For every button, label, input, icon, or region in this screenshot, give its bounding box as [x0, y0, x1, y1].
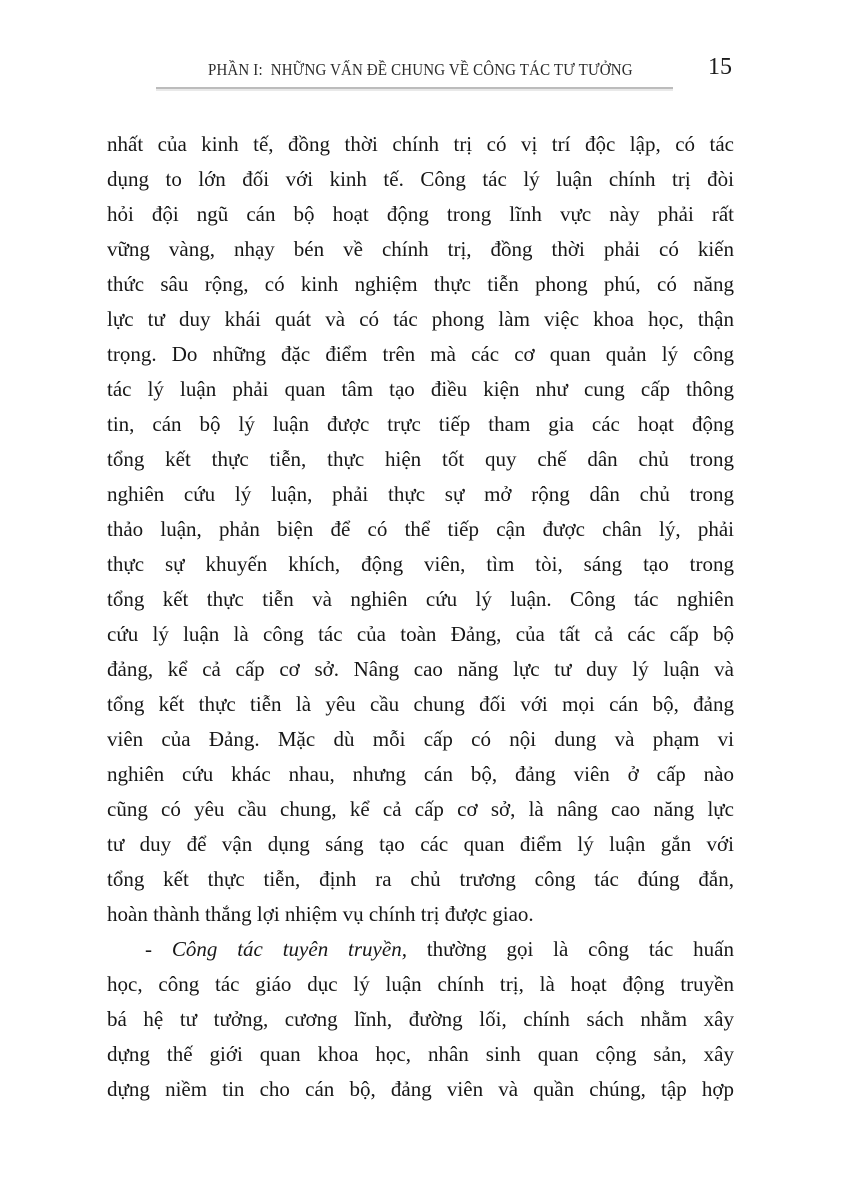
text-line: bá hệ tư tưởng, cương lĩnh, đường lối, chính sách nhằm xây [107, 1007, 734, 1031]
text-line: viên của Đảng. Mặc dù mỗi cấp có nội dung và phạm vi [107, 727, 734, 751]
paragraph-lead-rest: thường gọi là công tác huấn [426, 937, 734, 961]
text-line: học, công tác giáo dục lý luận chính trị, là hoạt động truyền [107, 972, 734, 996]
text-line: nghiên cứu lý luận, phải thực sự mở rộng dân chủ trong [107, 482, 734, 506]
text-line: tin, cán bộ lý luận được trực tiếp tham gia các hoạt động [107, 412, 734, 436]
header-rule [156, 87, 673, 91]
running-head [107, 60, 734, 80]
text-line: đảng, kể cả cấp cơ sở. Nâng cao năng lực tư duy lý luận và [107, 657, 734, 681]
text-line: cứu lý luận là công tác của toàn Đảng, của tất cả các cấp bộ [107, 622, 734, 646]
section-label: PHẦN I: [208, 60, 263, 79]
text-line: tác lý luận phải quan tâm tạo điều kiện như cung cấp thông [107, 377, 734, 401]
list-dash: - [145, 937, 152, 961]
text-line: tổng kết thực tiễn là yêu cầu chung đối với mọi cán bộ, đảng [107, 692, 734, 716]
text-line: tổng kết thực tiễn và nghiên cứu lý luận. Công tác nghiên [107, 587, 734, 611]
text-line: tư duy để vận dụng sáng tạo các quan điểm lý luận gắn với [107, 832, 734, 856]
text-line: dựng niềm tin cho cán bộ, đảng viên và quần chúng, tập hợp [107, 1077, 734, 1101]
text-line: nghiên cứu khác nhau, nhưng cán bộ, đảng viên ở cấp nào [107, 762, 734, 786]
text-line: hoàn thành thắng lợi nhiệm vụ chính trị được giao. [107, 902, 534, 926]
text-line: thực sự khuyến khích, động viên, tìm tòi, sáng tạo trong [107, 552, 734, 576]
paragraph-lead-line [107, 932, 734, 967]
running-head-text [208, 60, 633, 80]
text-line: tổng kết thực tiễn, thực hiện tốt quy chế dân chủ trong [107, 447, 734, 471]
text-line: thức sâu rộng, có kinh nghiệm thực tiễn phong phú, có năng [107, 272, 734, 296]
text-line: vững vàng, nhạy bén về chính trị, đồng thời phải có kiến [107, 237, 734, 261]
text-line: cũng có yêu cầu chung, kể cả cấp cơ sở, là nâng cao năng lực [107, 797, 734, 821]
text-line: hỏi đội ngũ cán bộ hoạt động trong lĩnh vực này phải rất [107, 202, 734, 226]
text-line: trọng. Do những đặc điểm trên mà các cơ quan quản lý công [107, 342, 734, 366]
text-line: lực tư duy khái quát và có tác phong làm việc khoa học, thận [107, 307, 734, 331]
text-line: dụng to lớn đối với kinh tế. Công tác lý luận chính trị đòi [107, 167, 734, 191]
text-line: dựng thế giới quan khoa học, nhân sinh quan cộng sản, xây [107, 1042, 734, 1066]
paragraph-lead-italic: Công tác tuyên truyền, [171, 937, 407, 961]
text-line: tổng kết thực tiễn, định ra chủ trương công tác đúng đắn, [107, 867, 734, 891]
body-text [107, 127, 734, 1107]
section-title: NHỮNG VẤN ĐỀ CHUNG VỀ CÔNG TÁC TƯ TƯỞNG [270, 60, 633, 79]
text-line: nhất của kinh tế, đồng thời chính trị có vị trí độc lập, có tác [107, 132, 734, 156]
page-number: 15 [708, 54, 732, 80]
text-line: thảo luận, phản biện để có thể tiếp cận được chân lý, phải [107, 517, 734, 541]
